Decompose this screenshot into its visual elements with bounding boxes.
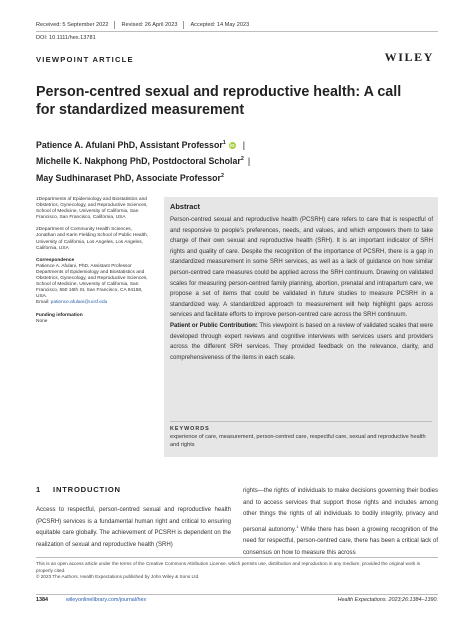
abstract-text: Person‐centred sexual and reproductive health (PCSRH) care refers to care that is respectful of and responsive to people's preferences, needs, and values, and which empowers them to take charge of their own sexual and reproductive health (SRH). It is an important indicator of SRH rights and quality of care. Despite the recognition of the importance of PCSRH, there is a gap in standardized measurement in some SRH services, as well as a lack of guidance on how similar person‐centred care measures could be applied across the SRH continuum. Drawing on validated scales for measuring person‐centred family planning, abortion, prenatal and intrapartum care, we propose a set of items that could be validated in future studies to measure PCSRH in a standardized way. A standardized approach to measurement will help highlight gaps across services and facilitate efforts to improve person‐centred care across the SRH continuum. (170, 217, 433, 319)
journal-link[interactable]: wileyonlinelibrary.com/journal/hex (66, 597, 147, 603)
received-date: Received: 5 September 2022 (36, 21, 115, 29)
author-list (36, 136, 250, 185)
email-link[interactable]: patience.afulani@ucsf.edu (50, 300, 108, 306)
footer-divider (36, 557, 438, 558)
funding-text: None (36, 318, 48, 324)
header-divider (36, 31, 438, 32)
article-type: VIEWPOINT ARTICLE (36, 55, 134, 64)
affiliation-1: 1Departments of Epidemiology and Biostatistics and Obstetrics, Gynecology, and Reproductive Sciences, School of Medicine, University of California, San Francisco, San Francisco, California, USA (36, 197, 148, 221)
patient-public-contribution: Patient or Public Contribution: This viewpoint is based on a review of validated scales that were developed through expert reviews and cognitive interviews with services users and providers across the different SRH services. They provided feedback on the relevance, clarity, and comprehensiveness of the items in each scale. (170, 322, 433, 361)
orcid-icon[interactable]: iD (230, 142, 235, 148)
funding-heading: Funding information (36, 312, 83, 318)
revised-date: Revised: 26 April 2023 (115, 21, 184, 29)
abstract-heading: Abstract (170, 202, 200, 211)
license-notice: This is an open access article under the terms of the Creative Commons Attribution License, which permits use, distribution and reproduction in any medium, provided the original work is properly cited. © 2023 The Authors. Health Expectations published by John Wiley & Sons Ltd. (36, 561, 421, 580)
keywords-heading: KEYWORDS (170, 426, 210, 432)
correspondence-email-line: Email: patience.afulani@ucsf.edu (36, 300, 108, 306)
abstract-box (164, 197, 438, 457)
page-number: 1384 (36, 597, 48, 603)
publisher-logo: WILEY (384, 50, 434, 64)
accepted-date: Accepted: 14 May 2023 (190, 22, 250, 28)
sidebar-metadata (36, 197, 150, 331)
keywords-divider (170, 421, 432, 422)
doi: DOI: 10.1111/hex.13781 (36, 35, 96, 41)
article-dates (36, 19, 255, 31)
abstract-body (170, 215, 433, 363)
section-heading-introduction: 1 INTRODUCTION (36, 485, 121, 494)
journal-citation: Health Expectations. 2023;26:1384–1390. (337, 597, 438, 603)
author-2: Michelle K. Nakphong PhD, Postdoctoral Scholar$^2$ | (36, 156, 251, 167)
author-3: May Sudhinaraset PhD, Associate Professor$^2$ (36, 172, 224, 183)
correspondence-text: Patience A. Afulani, PhD, Assistant Professor Departments of Epidemiology and Biostatistics and Obstetrics, Gynecology, and Reproductive Sciences, School of Medicine, University of California, San Francisco, 550 16th St, San Francisco, CA 94158, USA. (36, 263, 148, 300)
keywords-list: experience of care, measurement, person‐centred care, respectful care, sexual and reproductive health and rights (170, 434, 426, 448)
affiliation-2: 2Department of Community Health Sciences, Jonathan and Karin Fielding School of Public Health, University of California, Los Angeles, Los Angeles, California, USA (36, 227, 148, 251)
article-title: Person‐centred sexual and reproductive health: A call for standardized measurement (36, 84, 402, 118)
intro-text-right: rights—the rights of individuals to make decisions governing their bodies and to access services that support those rights and includes among other things the rights of all individuals to bodily integrity, privacy and personal autonomy.$^1$ While there has been a growing recognition of the need for respectful, person‐centred care, there has been a critical lack of consensus on how to measure this across (243, 488, 438, 556)
author-1: Patience A. Afulani PhD, Assistant Professor$^1$ iD | (36, 139, 246, 150)
correspondence-heading: Correspondence (36, 257, 75, 263)
intro-text-left: Access to respectful, person‐centred sexual and reproductive health (PCSRH) services is a fundamental human right and critical to ensuring equitable care globally. The achievement of PCSRH is dependent on the realization of sexual and reproductive health (SRH) (36, 507, 231, 548)
footer-divider-2 (36, 594, 438, 595)
